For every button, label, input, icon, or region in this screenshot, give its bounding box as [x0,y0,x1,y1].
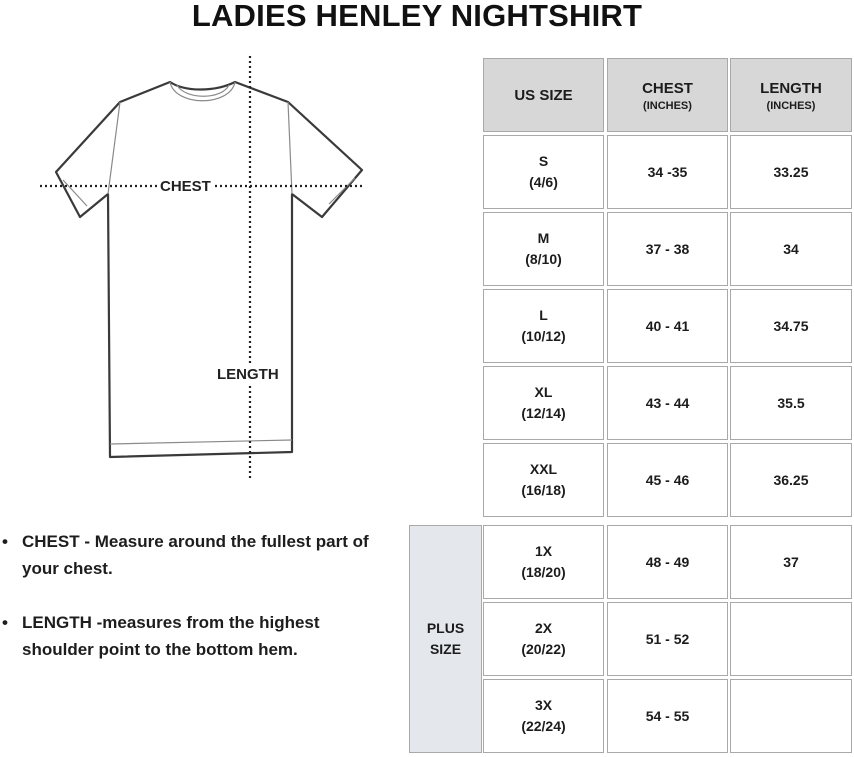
note-chest-text: CHEST - Measure around the fullest part of your chest. [22,532,369,578]
size-cell [483,525,604,599]
header-length [730,58,852,132]
length-label: LENGTH [214,366,282,384]
us-size: (4/6) [529,174,558,190]
chest-cell: 34 -35 [607,135,728,209]
length-cell: 36.25 [730,443,852,517]
us-size: (10/12) [521,328,566,344]
chest-cell: 48 - 49 [607,525,728,599]
length-cell: 33.25 [730,135,852,209]
length-cell [730,679,852,753]
size-cell [483,289,604,363]
size-cell [483,366,604,440]
us-size: (20/22) [521,641,566,657]
measurement-notes [0,528,380,690]
note-length-text: LENGTH -measures from the highest shoulder point to the bottom hem. [22,613,320,659]
plus-label-line-1: PLUS [426,620,465,636]
length-cell: 37 [730,525,852,599]
size-code: L [539,307,548,323]
chest-cell: 40 - 41 [607,289,728,363]
size-cell [483,135,604,209]
size-code: 3X [534,697,553,713]
plus-size-label [409,525,482,753]
page-title: LADIES HENLEY NIGHTSHIRT [191,0,643,33]
length-cell [730,602,852,676]
size-code: S [538,153,549,169]
header-us-size [483,58,604,132]
length-cell: 35.5 [730,366,852,440]
chest-label: CHEST [157,178,214,196]
plus-label-line-2: SIZE [429,641,462,657]
shirt-outline [56,82,362,457]
size-code: 2X [534,620,553,636]
us-size: (22/24) [521,718,566,734]
chest-cell: 43 - 44 [607,366,728,440]
header-length-text: LENGTH [760,79,822,97]
header-chest-text: CHEST [642,79,693,97]
header-chest-unit: (INCHES) [643,99,692,112]
bullet-icon: • [2,613,8,632]
size-cell [483,602,604,676]
size-code: 1X [534,543,553,559]
header-chest [607,58,728,132]
us-size: (16/18) [521,482,566,498]
chest-cell: 45 - 46 [607,443,728,517]
size-cell [483,679,604,753]
bullet-icon: • [2,532,8,551]
us-size: (18/20) [521,564,566,580]
length-cell: 34.75 [730,289,852,363]
chest-cell: 37 - 38 [607,212,728,286]
size-code: M [537,230,550,246]
note-length [0,609,380,663]
size-cell [483,212,604,286]
size-code: XXL [529,461,558,477]
shirt-diagram [30,52,380,482]
length-cell: 34 [730,212,852,286]
us-size: (8/10) [525,251,562,267]
size-cell [483,443,604,517]
size-code: XL [534,384,553,400]
us-size: (12/14) [521,405,566,421]
chest-cell: 51 - 52 [607,602,728,676]
note-chest [0,528,380,582]
chest-cell: 54 - 55 [607,679,728,753]
header-us-size-text: US SIZE [514,86,573,104]
header-length-unit: (INCHES) [766,99,816,112]
